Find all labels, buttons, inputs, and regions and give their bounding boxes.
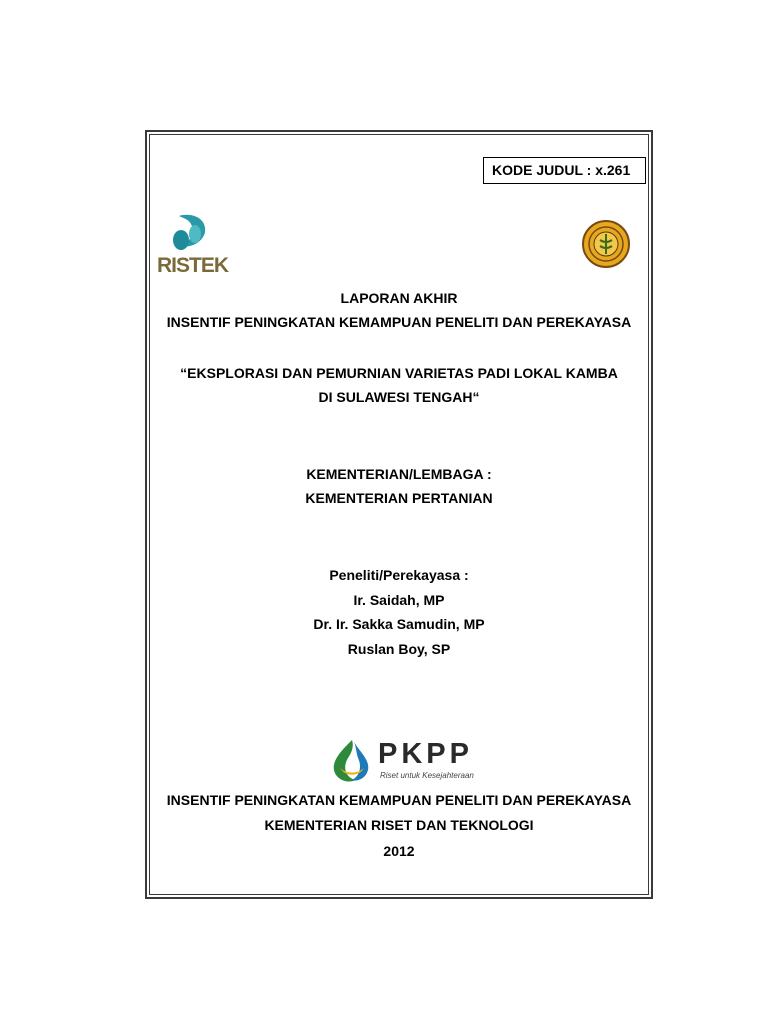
- researcher-name: Ir. Saidah, MP: [353, 592, 445, 608]
- pkpp-logo: [330, 738, 480, 784]
- ristek-logo: [157, 210, 229, 280]
- researchers-label: Peneliti/Perekayasa :: [329, 567, 469, 583]
- researcher-name: Ruslan Boy, SP: [347, 641, 451, 657]
- ristek-wordmark: RISTEK: [157, 254, 229, 277]
- pkpp-drop-icon: [330, 738, 374, 784]
- kode-judul-box: KODE JUDUL : x.261: [483, 157, 646, 184]
- ristek-emblem-icon: [157, 210, 229, 256]
- footer-program: INSENTIF PENINGKATAN KEMAMPUAN PENELITI DAN PEREKAYASA: [166, 792, 632, 808]
- footer-year: 2012: [383, 843, 415, 859]
- pkpp-wordmark: PKPP: [378, 738, 473, 770]
- researcher-name: Dr. Ir. Sakka Samudin, MP: [313, 616, 485, 632]
- research-title-line1: “EKSPLORASI DAN PEMURNIAN VARIETAS PADI LOKAL KAMBA: [180, 365, 618, 381]
- agriculture-seal-icon: [582, 220, 630, 268]
- report-type: LAPORAN AKHIR: [340, 290, 458, 306]
- pkpp-tagline: Riset untuk Kesejahteraan: [380, 771, 474, 780]
- ministry-seal-logo: [582, 220, 630, 268]
- program-title: INSENTIF PENINGKATAN KEMAMPUAN PENELITI DAN PEREKAYASA: [166, 314, 632, 330]
- research-title-line2: DI SULAWESI TENGAH“: [318, 389, 480, 405]
- ministry-label: KEMENTERIAN/LEMBAGA :: [306, 466, 492, 482]
- footer-ministry: KEMENTERIAN RISET DAN TEKNOLOGI: [264, 817, 534, 833]
- ministry-name: KEMENTERIAN PERTANIAN: [305, 490, 493, 506]
